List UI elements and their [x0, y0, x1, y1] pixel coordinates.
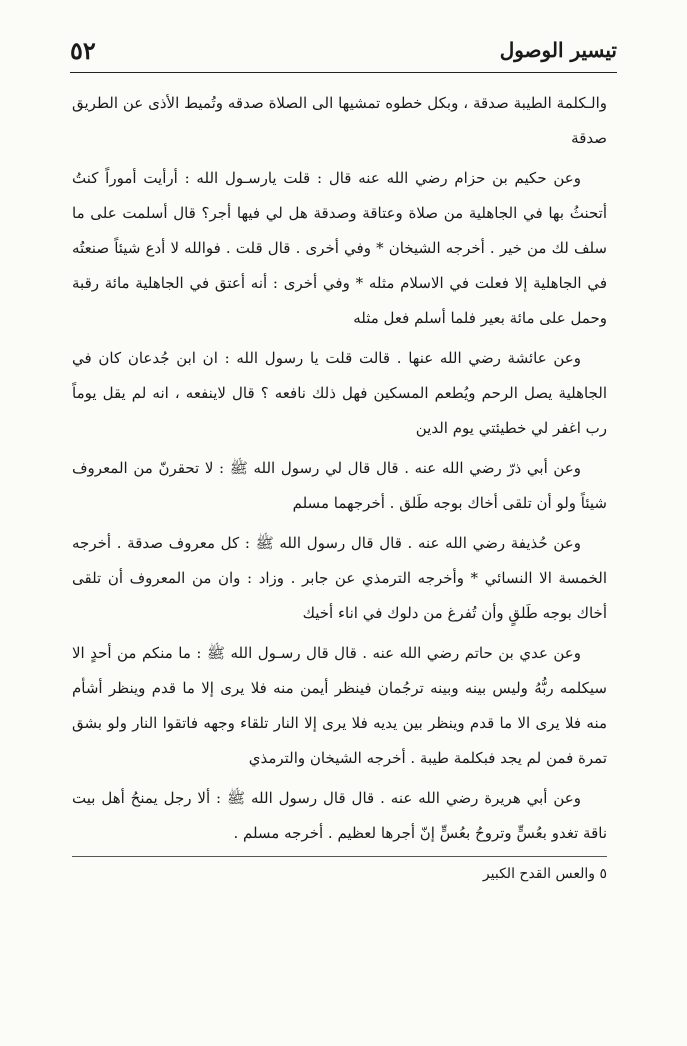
footnote: ٥ والعس القدح الكبير	[482, 866, 607, 882]
paragraph-5: وعن حُذيفة رضي الله عنه . قال قال رسول الله ﷺ : كل معروف صدقة . أخرجه الخمسة الا النسائي * وأخرجه الترمذي عن جابر . وزاد : وان من المعروف أن تلقى أخاك بوجه طَلقٍ وأن تُفرغ من دلوك في اناء أخيك	[72, 534, 607, 622]
paragraph-2: وعن حكيم بن حزام رضي الله عنه قال : قلت يارسـول الله : أرأيت أموراً كنتُ أتحنثُ بها في الجاهلية من صلاة وعتاقة وصدقة هل لي فيها أجر؟ قال أسلمت على ما سلف لك من خير . أخرجه الشيخان * وفي أخرى . قال قلت . فوالله لا أدع شيئاً صنعتُه في الجاهلية إلا فعلت في الاسلام مثله * وفي أخرى : أنه أعتق في الجاهلية مائة رقبة وحمل على مائة بعير فلما أسلم فعل مثله	[72, 169, 607, 327]
page-number: ٥٢	[70, 35, 96, 65]
footnote-divider	[72, 856, 607, 857]
book-title: تيسير الوصول	[499, 38, 617, 62]
paragraph-7: وعن أبي هريرة رضي الله عنه . قال قال رسول الله ﷺ : ألا رجل يمنحُ أهل بيت ناقة تغدو بعُسٍّ وتروحُ بعُسٍّ إنّ أجرها لعظيم . أخرجه مسلم .	[72, 789, 607, 842]
paragraph-4: وعن أبي ذرّ رضي الله عنه . قال قال لي رسول الله ﷺ : لا تحقرنّ من المعروف شيئاً ولو أن تلقى أخاك بوجه طَلق . أخرجهما مسلم	[72, 459, 607, 512]
page-header	[70, 28, 617, 73]
paragraph-6: وعن عدي بن حاتم رضي الله عنه . قال قال رسـول الله ﷺ : ما منكم من أحدٍ الا سيكلمه ربُّهُ وليس بينه وبينه ترجُمان فينظر أيمن منه فلا يرى إلا ما قدم وينظر أشأم منه فلا يرى الا ما قدم وينظر بين يديه فلا يرى إلا النار تلقاء وجهه فاتقوا النار ولو بشق تمرة فمن لم يجد فبكلمة طيبة . أخرجه الشيخان والترمذي	[72, 644, 607, 767]
paragraph-3: وعن عائشة رضي الله عنها . قالت قلت يا رسول الله : ان ابن جُدعان كان في الجاهلية يصل الرحم ويُطعم المسكين فهل ذلك نافعه ؟ قال لاينفعه ، انه لم يقل يوماً رب اغفر لي خطيئتي يوم الدين	[72, 349, 607, 437]
page-body	[72, 86, 607, 901]
paragraph-1: والـكلمة الطيبة صدقة ، وبكل خطوه تمشيها الى الصلاة صدقه وتُميط الأذى عن الطريق صدقة	[72, 94, 607, 147]
